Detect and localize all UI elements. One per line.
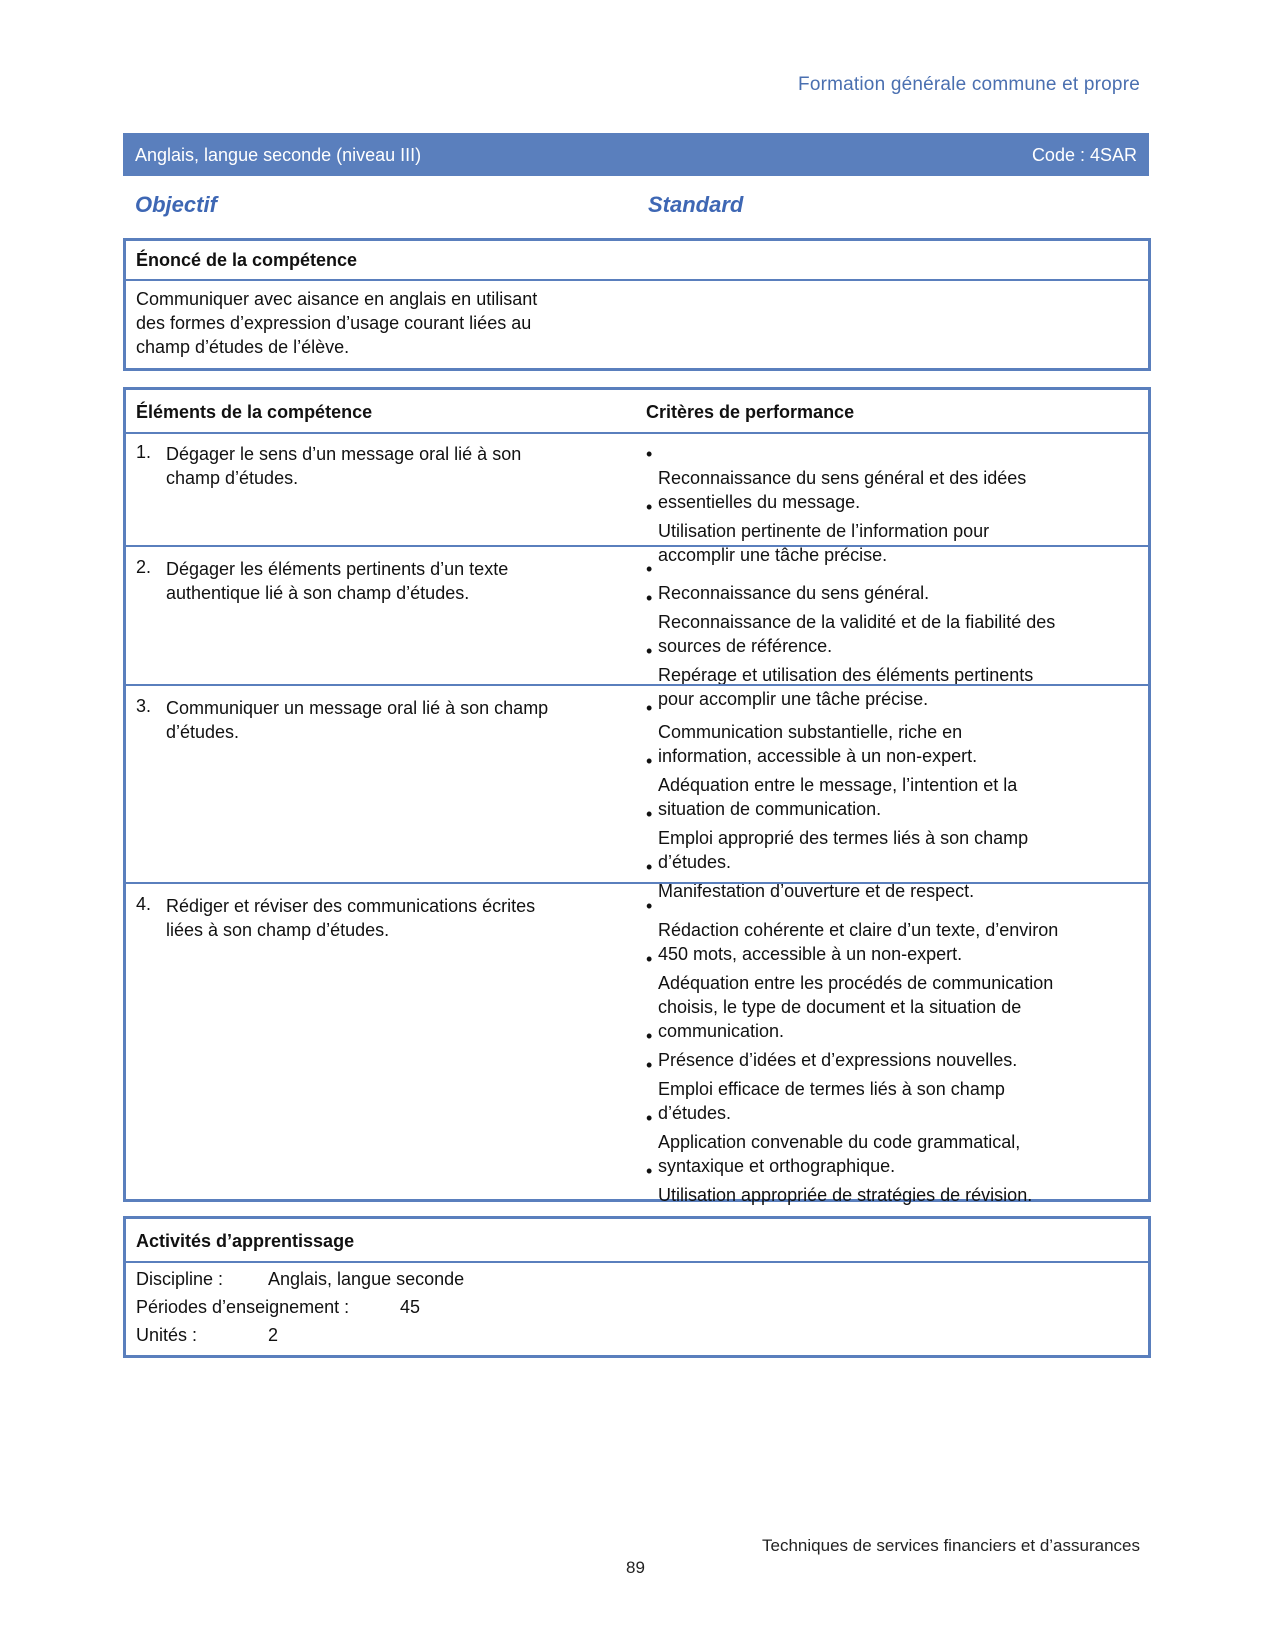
bullet-icon: •: [646, 804, 653, 824]
competence-statement: [136, 287, 616, 359]
bullet-icon: •: [646, 949, 653, 969]
element-text: [166, 696, 606, 744]
element-line: Dégager les éléments pertinents d’un texte: [166, 559, 509, 579]
activities-heading-row: [126, 1219, 1148, 1263]
standard-label: Standard: [648, 192, 744, 217]
element-line: d’études.: [166, 722, 240, 742]
criterion: [646, 855, 1126, 901]
elements-criteria-table: [123, 387, 1151, 1205]
competence-line: Communiquer avec aisance en anglais en utilisant: [136, 289, 538, 309]
criterion-line: Reconnaissance du sens général.: [658, 583, 930, 603]
table-row: [126, 432, 1148, 565]
criterion: [646, 495, 1126, 565]
element-line: champ d’études.: [166, 468, 299, 488]
element-line: Communiquer un message oral lié à son champ: [166, 698, 549, 718]
table-row: [126, 684, 1148, 901]
element-text: [166, 442, 606, 490]
bullet-icon: •: [646, 1108, 653, 1128]
criterion-line: choisis, le type de document et la situation de: [658, 997, 1022, 1017]
unites-line: [136, 1325, 279, 1346]
bullet-icon: •: [646, 444, 653, 464]
element-line: Dégager le sens d’un message oral lié à son: [166, 444, 522, 464]
criterion-line: sources de référence.: [658, 636, 833, 656]
criterion-line: situation de communication.: [658, 799, 882, 819]
criterion-line: Reconnaissance du sens général et des idées: [658, 468, 1027, 488]
element-line: authentique lié à son champ d’études.: [166, 583, 470, 603]
periodes-value: 45: [400, 1297, 421, 1317]
criterion-line: Repérage et utilisation des éléments pertinents: [658, 665, 1034, 685]
bullet-icon: •: [646, 559, 653, 579]
criterion: [646, 586, 1126, 656]
criterion-line: Rédaction cohérente et claire d’un texte, d’environ: [658, 920, 1059, 940]
discipline-line: [136, 1269, 465, 1290]
criterion-line: d’études.: [658, 852, 732, 872]
bullet-icon: •: [646, 1161, 653, 1181]
table-row: [126, 882, 1148, 1205]
criterion: [646, 947, 1126, 1041]
criterion: [646, 442, 1126, 512]
criterion-line: Présence d’idées et d’expressions nouvelles.: [658, 1050, 1018, 1070]
bullet-icon: •: [646, 896, 653, 916]
criterion-line: Communication substantielle, riche en: [658, 722, 963, 742]
element-text: [166, 557, 606, 605]
program-footer: Techniques de services financiers et d’assurances: [762, 1536, 1140, 1555]
element-text: [166, 894, 606, 942]
periodes-line: [136, 1297, 421, 1318]
criterion-line: Emploi approprié des termes liés à son champ: [658, 828, 1029, 848]
bullet-icon: •: [646, 497, 653, 517]
bullet-icon: •: [646, 588, 653, 608]
criterion-line: Utilisation pertinente de l’information pour: [658, 521, 990, 541]
table-header-row: [126, 390, 1148, 434]
criterion-line: Application convenable du code grammatical,: [658, 1132, 1021, 1152]
element-number: 3.: [136, 696, 152, 716]
criterion: [646, 1106, 1126, 1176]
criterion: [646, 1159, 1126, 1205]
course-title: Anglais, langue seconde (niveau III): [135, 145, 422, 165]
criterion: [646, 557, 1126, 603]
col-criteres-header: Critères de performance: [646, 402, 855, 422]
criterion-line: Emploi efficace de termes liés à son champ: [658, 1079, 1005, 1099]
unites-label: Unités :: [136, 1325, 198, 1345]
criterion: [646, 802, 1126, 872]
criterion: [646, 696, 1126, 766]
criterion-line: information, accessible à un non-expert.: [658, 746, 978, 766]
criterion-line: syntaxique et orthographique.: [658, 1156, 896, 1176]
discipline-label: Discipline :: [136, 1269, 224, 1289]
bullet-icon: •: [646, 857, 653, 877]
criterion: [646, 1024, 1126, 1070]
criterion-line: Utilisation appropriée de stratégies de révision.: [658, 1185, 1033, 1205]
bullet-icon: •: [646, 1055, 653, 1075]
criterion-line: pour accomplir une tâche précise.: [658, 689, 929, 709]
element-line: liées à son champ d’études.: [166, 920, 390, 940]
bullet-icon: •: [646, 751, 653, 771]
criterion-line: accomplir une tâche précise.: [658, 545, 888, 565]
competence-heading-row: [126, 241, 1148, 281]
competence-line: champ d’études de l’élève.: [136, 337, 350, 357]
bullet-icon: •: [646, 1026, 653, 1046]
col-elements-header: Éléments de la compétence: [136, 402, 373, 422]
objectif-label: Objectif: [135, 192, 217, 217]
learning-activities-box: [123, 1216, 1151, 1358]
criterion-line: Adéquation entre le message, l’intention et la: [658, 775, 1018, 795]
competence-heading: Énoncé de la compétence: [136, 250, 358, 270]
criterion: [646, 1053, 1126, 1123]
course-code: Code : 4SAR: [1031, 145, 1137, 165]
criterion: [646, 749, 1126, 819]
page-number: 89: [626, 1558, 645, 1577]
bullet-icon: •: [646, 641, 653, 661]
criterion: [646, 639, 1126, 709]
unites-value: 2: [268, 1325, 279, 1345]
criterion-line: d’études.: [658, 1103, 732, 1123]
document-section-header: Formation générale commune et propre: [798, 74, 1140, 95]
element-number: 2.: [136, 557, 152, 577]
activities-heading: Activités d’apprentissage: [136, 1231, 355, 1251]
criterion-line: 450 mots, accessible à un non-expert.: [658, 944, 963, 964]
element-number: 4.: [136, 894, 152, 914]
criterion-line: Adéquation entre les procédés de communication: [658, 973, 1054, 993]
criterion-line: essentielles du message.: [658, 492, 861, 512]
criterion-line: communication.: [658, 1021, 785, 1041]
competence-box: [123, 238, 1151, 371]
bullet-icon: •: [646, 698, 653, 718]
element-number: 1.: [136, 442, 152, 462]
criterion: [646, 894, 1126, 964]
competence-line: des formes d’expression d’usage courant liées au: [136, 313, 532, 333]
periodes-label: Périodes d’enseignement :: [136, 1297, 350, 1317]
element-line: Rédiger et réviser des communications écrites: [166, 896, 536, 916]
criterion-line: Manifestation d’ouverture et de respect.: [658, 881, 975, 901]
discipline-value: Anglais, langue seconde: [268, 1269, 465, 1289]
course-title-bar: [123, 133, 1149, 176]
criterion-line: Reconnaissance de la validité et de la fiabilité des: [658, 612, 1056, 632]
